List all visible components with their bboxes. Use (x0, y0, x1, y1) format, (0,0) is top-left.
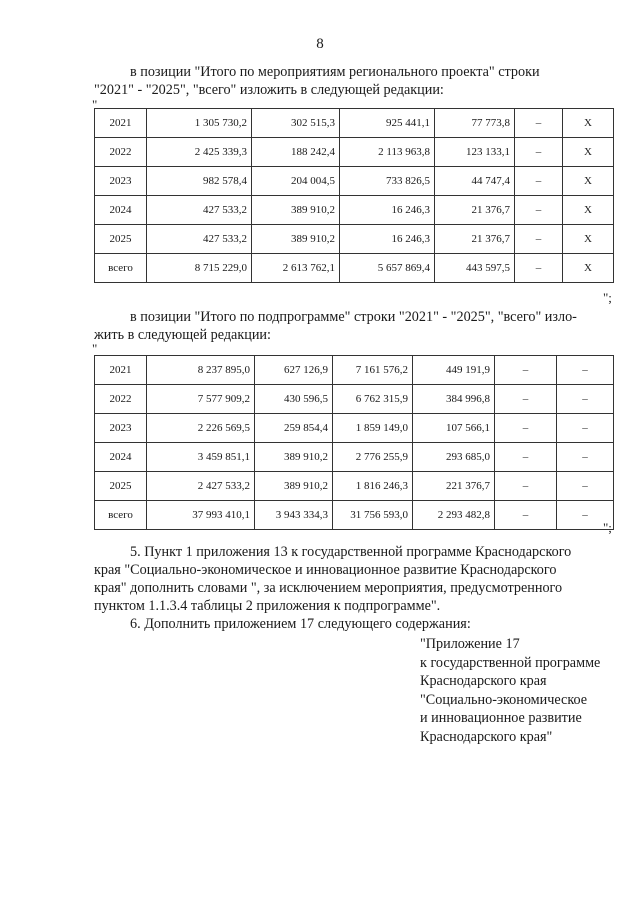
table-row (95, 225, 614, 254)
table-cell-value: 31 756 593,0 (333, 501, 413, 530)
table-cell-value: 925 441,1 (340, 109, 435, 138)
table-row (95, 443, 614, 472)
table-cell-value: 3 459 851,1 (147, 443, 255, 472)
table-cell-value: X (563, 225, 614, 254)
table-cell-value: 2 776 255,9 (333, 443, 413, 472)
table-cell-value: 7 577 909,2 (147, 385, 255, 414)
intro1-line-1: в позиции "Итого по мероприятиям регионального проекта" строки (130, 64, 540, 80)
table-cell-value: 123 133,1 (435, 138, 515, 167)
appendix-line-2: к государственной программе (420, 654, 601, 671)
appendix-line-4: "Социально-экономическое (420, 691, 588, 708)
table-cell-value: – (495, 501, 557, 530)
table-cell-value: – (495, 356, 557, 385)
table-cell-value: 427 533,2 (147, 225, 252, 254)
table-cell-year: 2025 (95, 225, 147, 254)
item5-line-2: края "Социально-экономическое и инновационное развитие Краснодарского (94, 562, 557, 578)
table-cell-value: 384 996,8 (413, 385, 495, 414)
table-cell-value: 302 515,3 (252, 109, 340, 138)
table-cell-year: 2024 (95, 196, 147, 225)
table-cell-year: 2025 (95, 472, 147, 501)
intro1-line-2: "2021" - "2025", "всего" изложить в следующей редакции: (94, 82, 444, 98)
table-cell-value: 1 305 730,2 (147, 109, 252, 138)
table-cell-value: 733 826,5 (340, 167, 435, 196)
item5-line-4: пунктом 1.1.3.4 таблицы 2 приложения к подпрограмме". (94, 598, 441, 614)
table-cell-value: 2 293 482,8 (413, 501, 495, 530)
table-cell-value: 389 910,2 (255, 443, 333, 472)
table-cell-value: 221 376,7 (413, 472, 495, 501)
table-cell-value: – (557, 385, 614, 414)
funding-table-regional-project (94, 108, 614, 283)
funding-table-subprogram (94, 355, 614, 530)
page-number: 8 (316, 36, 324, 52)
table-cell-value: 204 004,5 (252, 167, 340, 196)
table-cell-value: – (495, 443, 557, 472)
open-quote-2: " (92, 341, 98, 356)
table-cell-year: 2022 (95, 138, 147, 167)
close-quote-2: "; (603, 520, 612, 535)
table-cell-value: 2 427 533,2 (147, 472, 255, 501)
item5-line-1: 5. Пункт 1 приложения 13 к государственной программе Краснодарского (130, 544, 572, 560)
table-cell-value: – (495, 385, 557, 414)
table-cell-value: – (557, 443, 614, 472)
table-cell-value: 7 161 576,2 (333, 356, 413, 385)
table-cell-value: – (515, 225, 563, 254)
table-cell-value: 389 910,2 (252, 196, 340, 225)
table-cell-value: 107 566,1 (413, 414, 495, 443)
table-cell-value: 389 910,2 (252, 225, 340, 254)
table-cell-value: X (563, 254, 614, 283)
table-cell-value: 6 762 315,9 (333, 385, 413, 414)
table-cell-value: – (495, 414, 557, 443)
table-cell-value: – (515, 196, 563, 225)
table-cell-value: 21 376,7 (435, 196, 515, 225)
table-cell-value: 2 613 762,1 (252, 254, 340, 283)
table-row (95, 138, 614, 167)
table-cell-value: X (563, 138, 614, 167)
table-cell-year: 2021 (95, 356, 147, 385)
table-cell-value: – (515, 254, 563, 283)
table-cell-value: – (515, 109, 563, 138)
table-row (95, 167, 614, 196)
table-cell-value: – (557, 414, 614, 443)
table-cell-year: 2023 (95, 167, 147, 196)
table-cell-value: – (557, 501, 614, 530)
appendix-line-6: Краснодарского края" (420, 728, 553, 745)
appendix-17-heading (420, 635, 600, 746)
open-quote-1: " (92, 97, 98, 112)
table-cell-value: 44 747,4 (435, 167, 515, 196)
table-cell-value: 427 533,2 (147, 196, 252, 225)
table-cell-year: всего (95, 254, 147, 283)
table-cell-value: 627 126,9 (255, 356, 333, 385)
table-row (95, 356, 614, 385)
table-cell-value: 188 242,4 (252, 138, 340, 167)
table-row (95, 254, 614, 283)
item5-line-3: края" дополнить словами ", за исключением мероприятия, предусмотренного (94, 580, 563, 596)
table-cell-value: 8 237 895,0 (147, 356, 255, 385)
table-cell-value: 449 191,9 (413, 356, 495, 385)
intro2-line-1: в позиции "Итого по подпрограмме" строки "2021" - "2025", "всего" изло- (130, 309, 577, 325)
table-cell-value: – (557, 472, 614, 501)
table-cell-value: 8 715 229,0 (147, 254, 252, 283)
table-cell-value: X (563, 109, 614, 138)
table-cell-value: 1 816 246,3 (333, 472, 413, 501)
table-cell-value: 443 597,5 (435, 254, 515, 283)
table-cell-value: – (557, 356, 614, 385)
appendix-line-1: "Приложение 17 (420, 636, 520, 652)
table-cell-value: – (515, 167, 563, 196)
table-cell-year: 2023 (95, 414, 147, 443)
table-cell-year: 2021 (95, 109, 147, 138)
table-cell-value: 259 854,4 (255, 414, 333, 443)
table-cell-value: X (563, 167, 614, 196)
table-cell-value: 16 246,3 (340, 225, 435, 254)
table-cell-value: 293 685,0 (413, 443, 495, 472)
table-cell-value: X (563, 196, 614, 225)
appendix-line-5: и инновационное развитие (420, 710, 582, 726)
close-quote-1: "; (603, 290, 612, 305)
table-cell-value: 5 657 869,4 (340, 254, 435, 283)
table-cell-value: 1 859 149,0 (333, 414, 413, 443)
table-row (95, 196, 614, 225)
table-cell-value: 77 773,8 (435, 109, 515, 138)
table-cell-year: 2024 (95, 443, 147, 472)
table-cell-value: 2 425 339,3 (147, 138, 252, 167)
table-row (95, 501, 614, 530)
table-cell-value: 389 910,2 (255, 472, 333, 501)
table-cell-value: 3 943 334,3 (255, 501, 333, 530)
table-cell-value: 21 376,7 (435, 225, 515, 254)
table-cell-value: 2 113 963,8 (340, 138, 435, 167)
item-6-paragraph: 6. Дополнить приложением 17 следующего содержания: (130, 616, 471, 632)
table-row (95, 109, 614, 138)
table-cell-value: 982 578,4 (147, 167, 252, 196)
table-row (95, 472, 614, 501)
table-cell-year: 2022 (95, 385, 147, 414)
table-row (95, 414, 614, 443)
intro2-line-2: жить в следующей редакции: (94, 327, 271, 343)
table-cell-value: – (515, 138, 563, 167)
table-cell-year: всего (95, 501, 147, 530)
table-cell-value: 16 246,3 (340, 196, 435, 225)
table-cell-value: 2 226 569,5 (147, 414, 255, 443)
table-cell-value: – (495, 472, 557, 501)
table-cell-value: 430 596,5 (255, 385, 333, 414)
table-cell-value: 37 993 410,1 (147, 501, 255, 530)
appendix-line-3: Краснодарского края (420, 673, 547, 689)
table-row (95, 385, 614, 414)
